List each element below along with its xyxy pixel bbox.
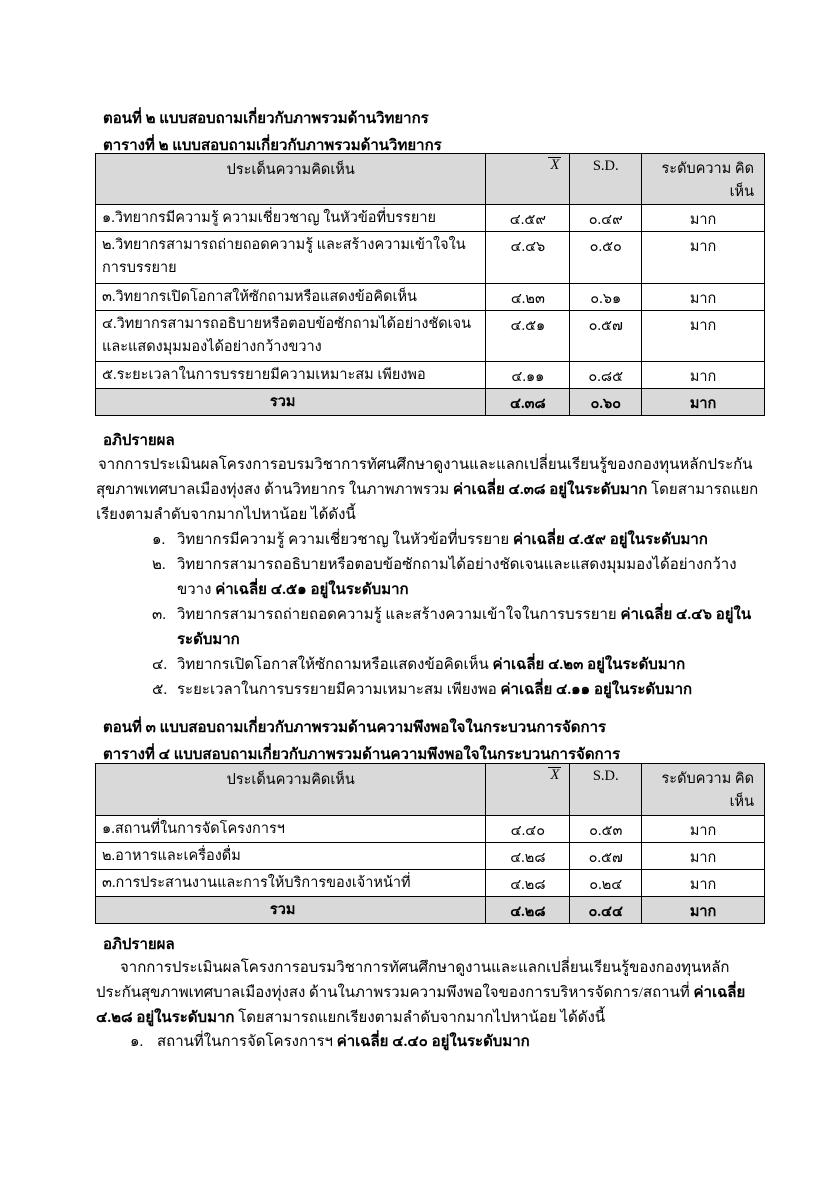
list-item [96,1030,766,1055]
list-item-number: ๔. [152,657,168,673]
row-item: ๔.วิทยากรสามารถอธิบายหรือตอบข้อซักถามได้อย่างชัดเจนและแสดงมุมมองได้อย่างกว้างขวาง [96,311,486,362]
table-4-title: ตารางที่ ๔ แบบสอบถามเกี่ยวกับภาพรวมด้านความพึงพอใจในกระบวนการจัดการ [103,747,621,763]
discussion-emphasis: ค่าเฉลี่ย ๔.๓๘ อยู่ในระดับมาก [453,482,648,498]
row-mean: ๔.๔๖ [486,232,570,284]
table-header-row [96,764,765,816]
list-item [96,603,766,653]
table-row [96,870,765,897]
list-item [96,528,766,553]
row-mean: ๔.๒๓ [486,284,570,311]
table-row [96,284,765,311]
row-mean: ๔.๔๐ [486,816,570,843]
row-level: มาก [642,870,765,897]
total-sd: ๐.๖๐ [570,389,642,416]
row-sd: ๐.๔๙ [570,205,642,232]
row-sd: ๐.๘๕ [570,362,642,389]
list-item-number: ๕. [152,682,168,698]
x-bar-symbol: X [550,767,560,783]
discussion-paragraph [96,453,761,528]
row-level: มาก [642,362,765,389]
list-item-emphasis: ค่าเฉลี่ย ๔.๒๓ อยู่ในระดับมาก [492,657,686,673]
row-item: ๒.วิทยากรสามารถถ่ายถอดความรู้ และสร้างความเข้าใจในการบรรยาย [96,232,486,284]
row-mean: ๔.๒๘ [486,870,570,897]
list-item-text: สถานที่ในการจัดโครงการฯ [157,1034,337,1050]
row-item: ๕.ระยะเวลาในการบรรยายมีความเหมาะสม เพียงพอ [96,362,486,389]
row-level: มาก [642,284,765,311]
table-4 [95,763,765,924]
total-label: รวม [96,389,486,416]
row-sd: ๐.๕๗ [570,311,642,362]
discussion-paragraph [96,956,761,1031]
col-header-level: ระดับความ คิดเห็น [642,154,765,205]
col-header-item: ประเด็นความคิดเห็น [96,154,486,205]
list-item-number: ๒. [152,557,166,573]
table-header-row [96,154,765,205]
col-header-mean [486,764,570,816]
discussion-text: จากการประเมินผลโครงการอบรมวิชาการทัศนศึกษาดูงานและแลกเปลี่ยนเรียนรู้ของกองทุนหลักประกันสุขภาพเทศบาลเมืองทุ่งสง ด้านในภาพรวมความพึงพอใจของการบริหารจัดการ/สถานที่ [96,960,730,1001]
list-item [96,653,766,678]
total-level: มาก [642,897,765,924]
table-row [96,205,765,232]
row-level: มาก [642,843,765,870]
discussion-emphasis: ค่าเฉลี่ย ๔.๒๘ อยู่ในระดับมาก [96,985,746,1026]
row-sd: ๐.๕๐ [570,232,642,284]
row-mean: ๔.๕๑ [486,311,570,362]
row-level: มาก [642,205,765,232]
list-item [96,553,766,603]
table-row [96,816,765,843]
discussion-text: โดยสามารถแยกเรียงตามลำดับจากมากไปหาน้อย ได้ดังนี้ [96,482,759,523]
list-item-emphasis: ค่าเฉลี่ย ๔.๕๙ อยู่ในระดับมาก [512,532,708,548]
list-item-text: ระยะเวลาในการบรรยายมีความเหมาะสม เพียงพอ [177,682,501,698]
row-sd: ๐.๒๔ [570,870,642,897]
table-row [96,362,765,389]
list-item-emphasis: ค่าเฉลี่ย ๔.๔๖ อยู่ในระดับมาก [177,607,752,648]
table-total-row [96,897,765,924]
total-label: รวม [96,897,486,924]
row-level: มาก [642,816,765,843]
list-item-text: วิทยากรมีความรู้ ความเชี่ยวชาญ ในหัวข้อที่บรรยาย [177,532,513,548]
section-3-heading: ตอนที่ ๓ แบบสอบถามเกี่ยวกับภาพรวมด้านความพึงพอใจในกระบวนการจัดการ [103,720,607,736]
list-item-number: ๓. [152,607,167,623]
row-item: ๓.การประสานงานและการให้บริการของเจ้าหน้าที่ [96,870,486,897]
discussion-title: อภิปรายผล [103,937,175,953]
discussion-text: โดยสามารถแยกเรียงตามลำดับจากมากไปหาน้อย ได้ดังนี้ [234,1010,606,1026]
row-item: ๑.สถานที่ในการจัดโครงการฯ [96,816,486,843]
row-sd: ๐.๕๗ [570,843,642,870]
row-sd: ๐.๖๑ [570,284,642,311]
col-header-sd: S.D. [570,154,642,205]
row-mean: ๔.๑๑ [486,362,570,389]
list-item-number: ๑. [130,1034,144,1050]
table-2-title: ตารางที่ ๒ แบบสอบถามเกี่ยวกับภาพรวมด้านวิทยากร [103,138,442,154]
table-row [96,843,765,870]
discussion-title: อภิปรายผล [103,433,175,449]
table-row [96,232,765,284]
total-sd: ๐.๔๔ [570,897,642,924]
col-header-sd: S.D. [570,764,642,816]
discussion-text: จากการประเมินผลโครงการอบรมวิชาการทัศนศึกษาดูงานและแลกเปลี่ยนเรียนรู้ของกองทุนหลักประกันสุขภาพเทศบาลเมืองทุ่งสง ด้านวิทยากร ในภาพภาพรวม [96,457,753,498]
list-item-emphasis: ค่าเฉลี่ย ๔.๑๑ อยู่ในระดับมาก [500,682,693,698]
row-item: ๑.วิทยากรมีความรู้ ความเชี่ยวชาญ ในหัวข้อที่บรรยาย [96,205,486,232]
x-bar-symbol: X [550,157,560,173]
table-row [96,311,765,362]
total-mean: ๔.๒๘ [486,897,570,924]
row-item: ๓.วิทยากรเปิดโอกาสให้ซักถามหรือแสดงข้อคิดเห็น [96,284,486,311]
row-level: มาก [642,232,765,284]
ranking-list [96,528,766,703]
list-item [96,678,766,703]
row-item: ๒.อาหารและเครื่องดื่ม [96,843,486,870]
list-item-emphasis: ค่าเฉลี่ย ๔.๕๑ อยู่ในระดับมาก [215,582,409,598]
total-level: มาก [642,389,765,416]
list-item-number: ๑. [152,532,166,548]
ranking-list [96,1030,766,1055]
section-2-heading: ตอนที่ ๒ แบบสอบถามเกี่ยวกับภาพรวมด้านวิทยากร [103,111,429,127]
col-header-mean [486,154,570,205]
total-mean: ๔.๓๘ [486,389,570,416]
table-total-row [96,389,765,416]
row-mean: ๔.๒๘ [486,843,570,870]
row-level: มาก [642,311,765,362]
list-item-text: วิทยากรสามารถถ่ายถอดความรู้ และสร้างความเข้าใจในการบรรยาย [177,607,621,623]
col-header-item: ประเด็นความคิดเห็น [96,764,486,816]
list-item-text: วิทยากรเปิดโอกาสให้ซักถามหรือแสดงข้อคิดเห็น [177,657,493,673]
list-item-text: วิทยากรสามารถอธิบายหรือตอบข้อซักถามได้อย่างชัดเจนและแสดงมุมมองได้อย่างกว้างขวาง [177,557,737,598]
row-sd: ๐.๕๓ [570,816,642,843]
row-mean: ๔.๕๙ [486,205,570,232]
list-item-emphasis: ค่าเฉลี่ย ๔.๔๐ อยู่ในระดับมาก [336,1034,530,1050]
col-header-level: ระดับความ คิดเห็น [642,764,765,816]
table-2 [95,153,765,416]
